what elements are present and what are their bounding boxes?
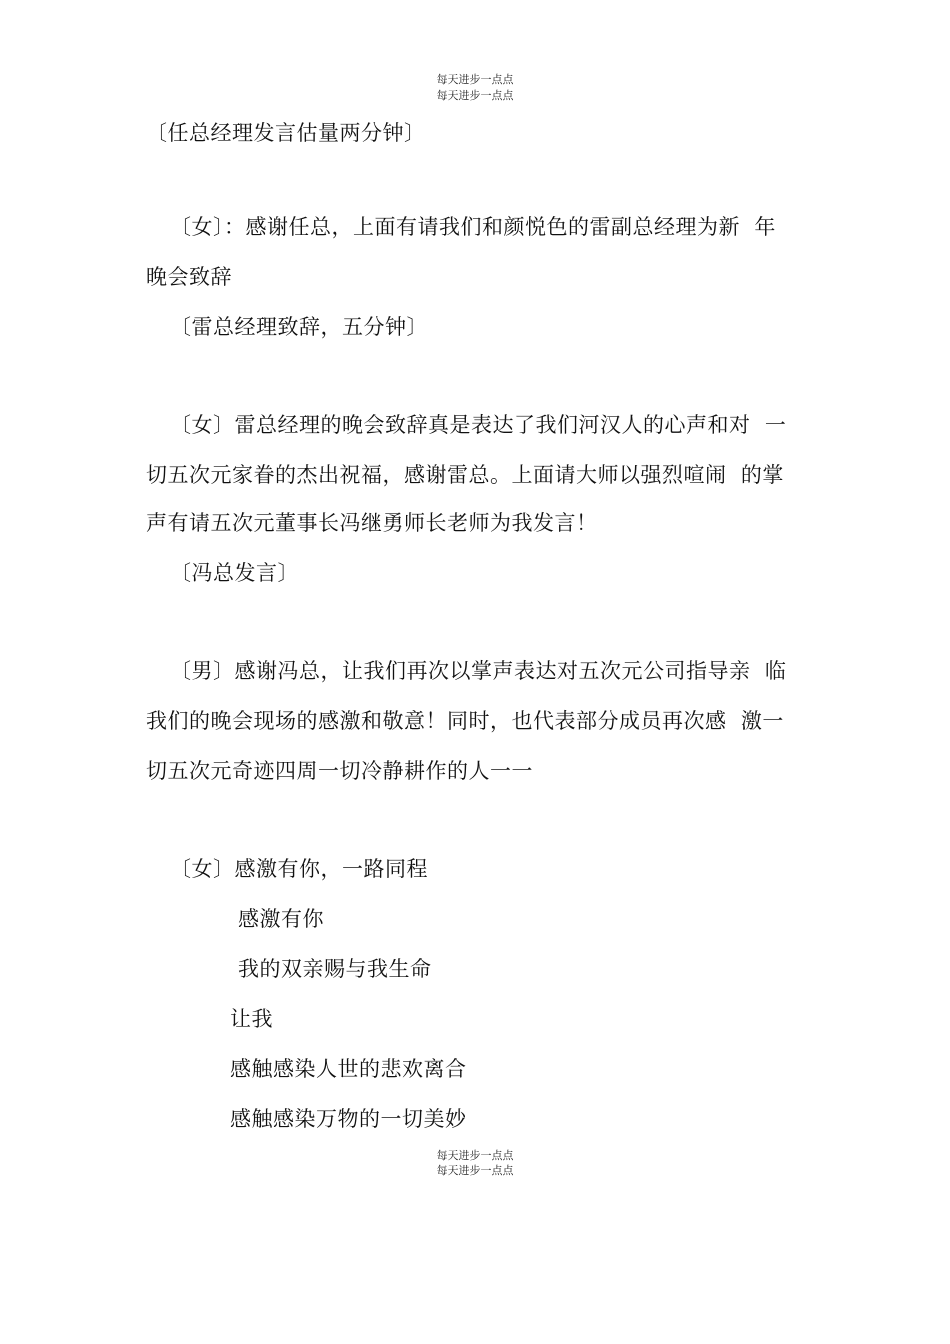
paragraph-line: 〔女〕：感谢任总，上面有请我们和颜悦色的雷副总经理为新 年 [170,215,776,239]
paragraph-line: 声有请五次元董事长冯继勇师长老师为我发言！ [146,511,598,535]
footer-line-2: 每天进步一点点 [436,1164,514,1177]
footer-line-1: 每天进步一点点 [436,1149,514,1162]
paragraph-line: 我们的晚会现场的感激和敬意！同时，也代表部分成员再次感 激一 [146,709,784,733]
paragraph-line: 〔男〕感谢冯总，让我们再次以掌声表达对五次元公司指导亲 临 [170,659,787,683]
poem-line: 让我 [230,1007,273,1031]
paragraph-line: 切五次元奇迹四周一切冷静耕作的人一一 [146,759,533,783]
header-line-2: 每天进步一点点 [436,89,514,102]
paragraph-line: 〔女〕雷总经理的晚会致辞真是表达了我们河汉人的心声和对 一 [170,413,787,437]
paragraph-line: 〔女〕感激有你，一路同程 [170,857,428,881]
paragraph-line: 〔任总经理发言估量两分钟〕 [146,121,426,145]
paragraph-line: 〔雷总经理致辞，五分钟〕 [170,315,428,339]
poem-line: 我的双亲赐与我生命 [238,957,432,981]
poem-line: 感触感染人世的悲欢离合 [230,1057,467,1081]
paragraph-line: 晚会致辞 [146,265,232,289]
paragraph-line: 〔冯总发言〕 [170,561,299,585]
paragraph-line: 切五次元家眷的杰出祝福，感谢雷总。上面请大师以强烈喧闹 的掌 [146,463,784,487]
poem-line: 感激有你 [238,907,324,931]
header-line-1: 每天进步一点点 [436,73,514,86]
poem-line: 感触感染万物的一切美妙 [230,1107,467,1131]
